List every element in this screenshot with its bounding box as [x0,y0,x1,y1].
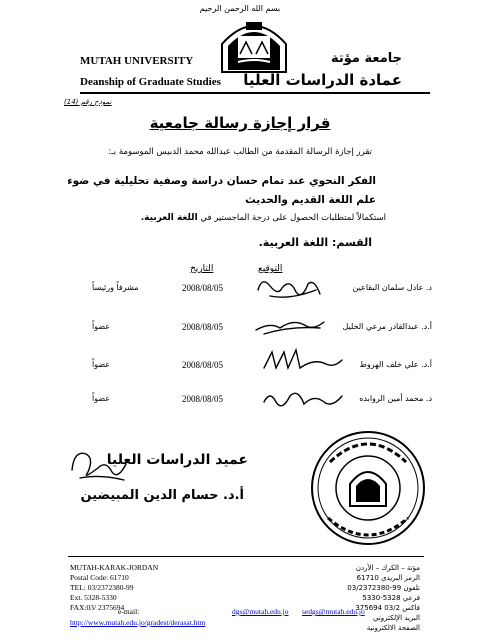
member-date: 2008/08/05 [182,322,224,332]
bismillah: بسم الله الرحمن الرحيم [199,4,281,13]
department: القسم: اللغة العربية. [258,236,372,249]
member-name: أ.د. علي خلف الهروط [359,360,432,369]
signature-4 [258,384,348,414]
member-role: عضواً [92,360,111,369]
member-role: عضواً [92,394,111,403]
member-date: 2008/08/05 [182,283,224,293]
member-date: 2008/08/05 [182,394,224,404]
signature-column-header: التوقيع [258,264,283,274]
website-link[interactable]: http://www.mutah.edu.jo/gradest/derasat.htm [70,618,206,627]
footer-city-ar: مؤتة – الكرك – الأردن [355,564,420,572]
degree-field: اللغة العربية. [140,213,198,223]
header-divider [80,92,430,94]
member-role: عضواً [92,322,111,331]
university-name-en: MUTAH UNIVERSITY [80,55,194,67]
footer-tel-ar: تلفون 99-03/2372380 [347,584,420,592]
university-logo [216,14,292,74]
footer-site-ar: الصفحة الالكترونية [366,624,420,632]
signature-2 [250,312,330,340]
member-role: مشرفاً ورئيساً [92,283,139,292]
dean-name: أ.د. حسام الدين المبيضين [80,488,244,503]
intro-text: تقرر إجازة الرسالة المقدمة من الطالب عبدالله محمد الدبيس الموسومة بـ: [108,147,372,157]
email-label: e-mail: [118,607,140,616]
email-link-sedgs[interactable]: sedgs@mutah.edu.jo [302,607,365,616]
degree-line [141,213,386,223]
footer-postal: Postal Code: 61710 [70,573,129,582]
signature-3 [258,344,348,378]
date-column-header: التاريخ [190,264,214,274]
document-title: قرار إجازة رسالة جامعية [149,114,331,132]
footer-postal-ar: الرمز البريدي 61710 [356,574,420,582]
form-number: نموذج رقم (14) [64,98,112,106]
email-link-dgs[interactable]: dgs@mutah.edu.jo [232,607,289,616]
degree-prefix: استكمالاً لمتطلبات الحصول على درجة الماجستير في [200,213,386,223]
footer-email-ar: البريد الإلكتروني [373,614,420,622]
thesis-title: الفكر النحوي عند تمام حسان دراسة وصفية تحليلية في ضوء علم اللغة القديم والحديث [67,175,376,206]
footer-divider [68,556,424,557]
member-date: 2008/08/05 [182,360,224,370]
deanship-name-en: Deanship of Graduate Studies [80,76,221,88]
deanship-name-ar: عمادة الدراسات العليا [243,71,402,89]
footer-fax: FAX:03/ 2375694 [70,603,125,612]
member-name: د. عادل سلمان البقاعين [352,283,432,292]
university-name-ar: جامعة مؤتة [330,51,402,66]
footer-fax-ar: فاكس 03/2 375694 [355,604,420,612]
footer-address-en [70,563,158,613]
footer-city: MUTAH-KARAK-JORDAN [70,563,159,572]
footer-ext-ar: فرعي 5328-5330 [362,594,420,602]
member-name: أ.د. عبدالقادر مرعي الخليل [342,322,432,331]
footer-tel: TEL: 03/2372380-99 [70,583,134,592]
dean-title: عميد الدراسات العليا [106,452,248,468]
signature-1 [250,270,330,306]
member-name: د. محمد أمين الروابده [359,394,432,403]
footer-ext: Ext. 5328-5330 [70,593,117,602]
footer-address-ar [347,563,420,633]
official-seal [308,428,428,548]
